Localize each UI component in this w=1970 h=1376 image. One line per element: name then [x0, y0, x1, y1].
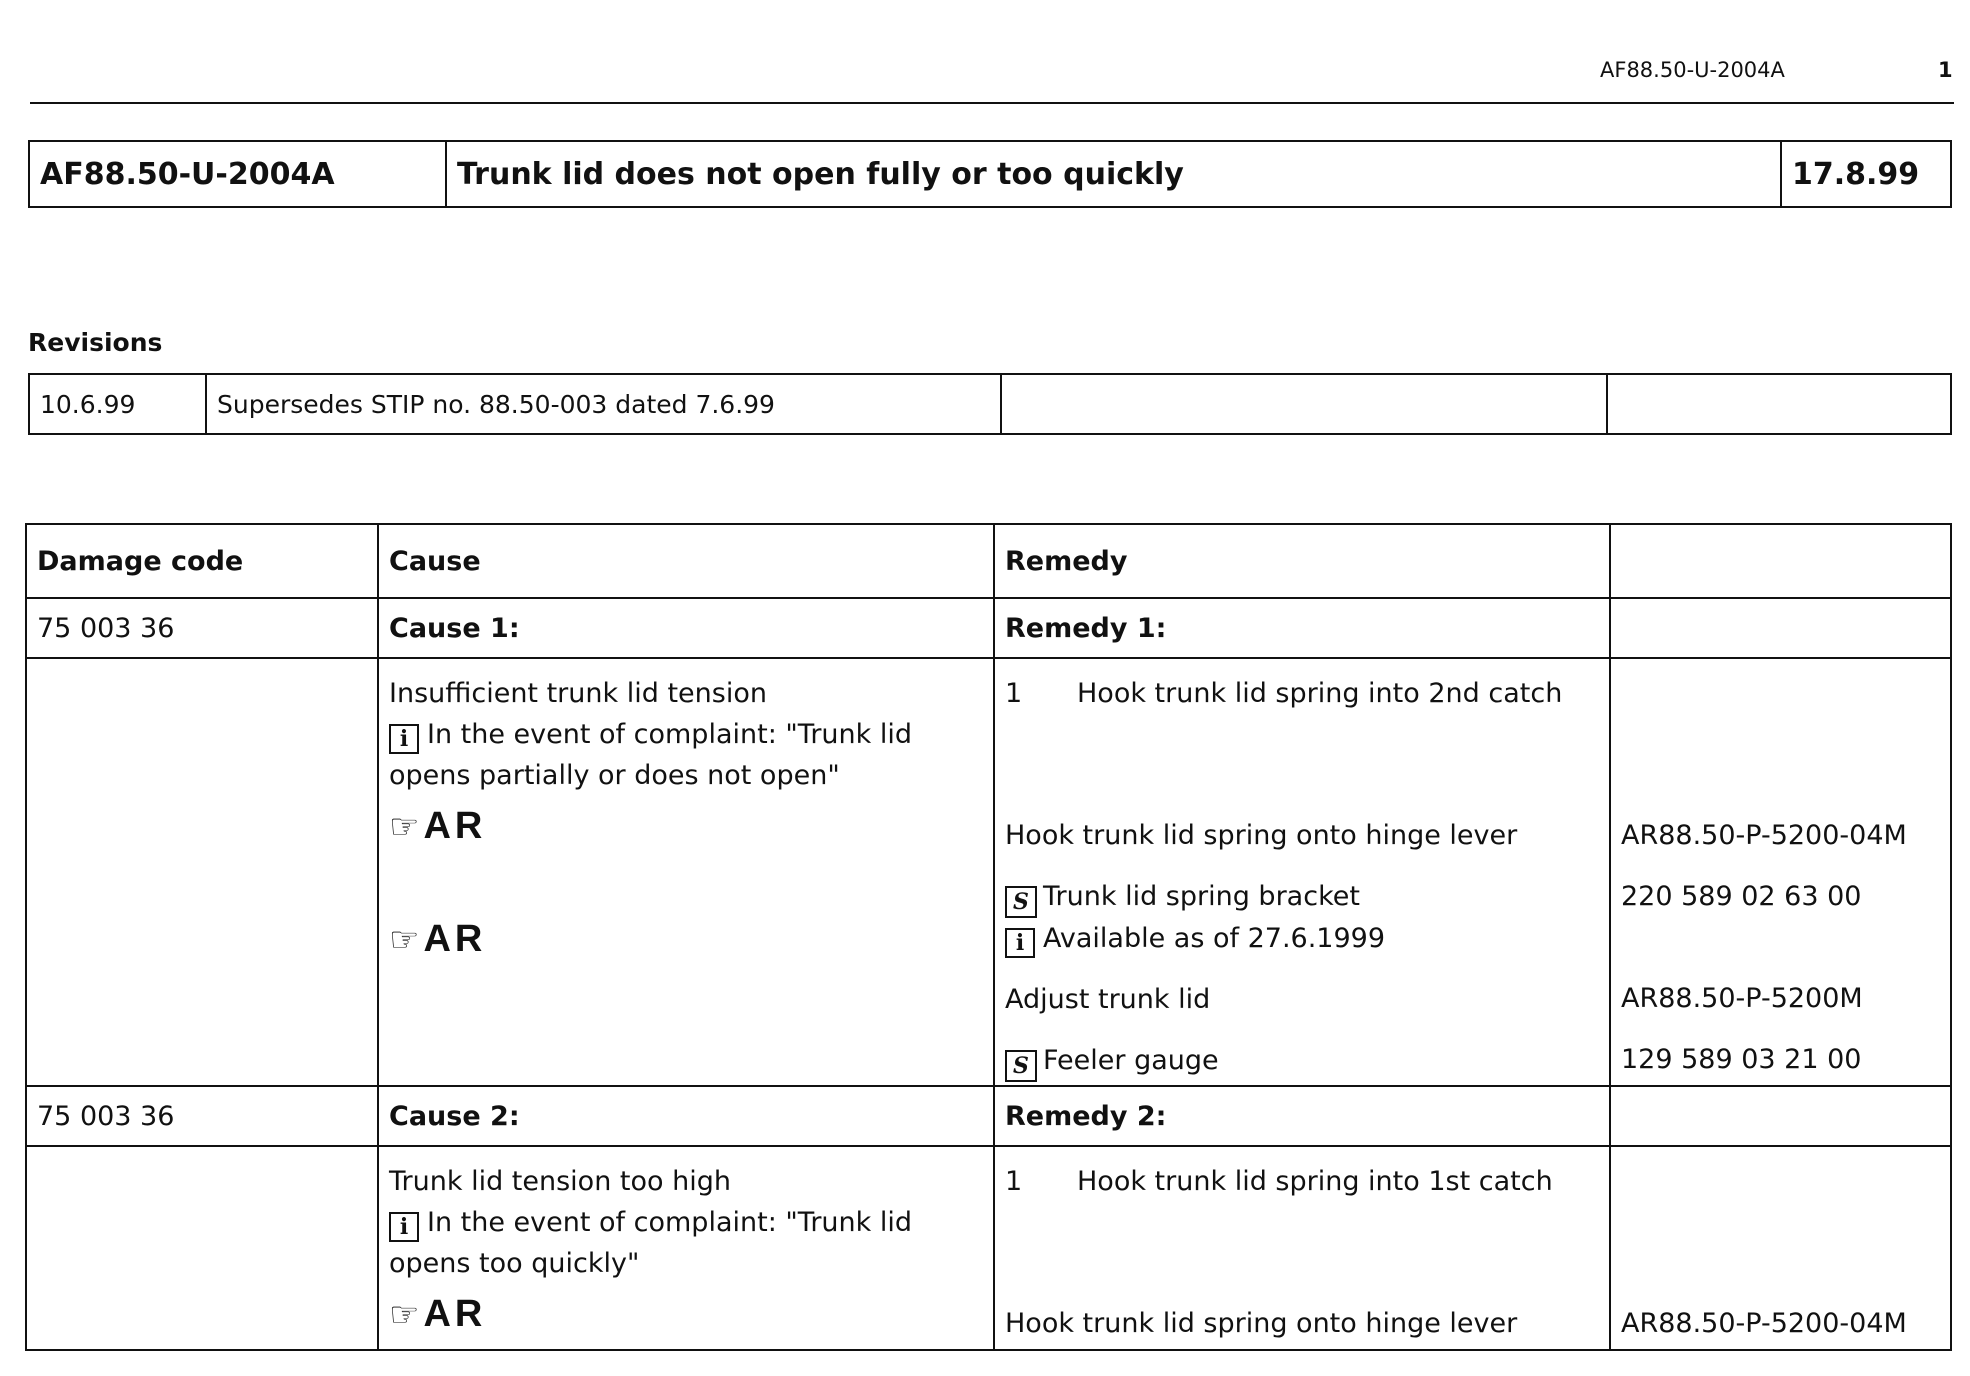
remedy-1-b-text: Adjust trunk lid [1005, 984, 1211, 1015]
cause-2-note-line2: opens too quickly" [389, 1248, 640, 1279]
remedy-2-a-text: Hook trunk lid spring onto hinge lever [1005, 1308, 1518, 1339]
remedy-1-a-text: Hook trunk lid spring onto hinge lever [1005, 820, 1518, 851]
remedy-1-tool-a-note: i Available as of 27.6.1999 [1005, 918, 1599, 959]
remedy-1-detail [994, 658, 1610, 1086]
cause-2-code-empty [26, 1146, 378, 1350]
cause-1-ar-link-b[interactable]: ☞ AR [389, 918, 487, 960]
revisions-table [28, 373, 1952, 435]
remedy-2-detail [994, 1146, 1610, 1350]
remedy-1-b-ref[interactable]: AR88.50-P-5200M [1621, 983, 1863, 1014]
header-remedy: Remedy [994, 524, 1610, 598]
special-tool-icon: S [1005, 886, 1037, 918]
cause-2-note-line1: i In the event of complaint: "Trunk lid [389, 1202, 983, 1243]
remedy-1-tool-b: S Feeler gauge [1005, 1040, 1599, 1082]
remedy-1-tool-b-ref: 129 589 03 21 00 [1621, 1044, 1862, 1075]
cause-1-detail [378, 658, 994, 1086]
cause-1-title-row [26, 598, 1951, 658]
cause-2-ref-empty [1610, 1086, 1951, 1146]
title-date: 17.8.99 [1781, 141, 1951, 207]
special-tool-icon: S [1005, 1050, 1037, 1082]
revision-text: Supersedes STIP no. 88.50-003 dated 7.6.99 [206, 374, 1001, 434]
cause-2-detail [378, 1146, 994, 1350]
remedy-2-step: 1 Hook trunk lid spring into 1st catch [1005, 1166, 1553, 1197]
cause-1-note-line1: i In the event of complaint: "Trunk lid [389, 714, 983, 755]
header-divider [30, 102, 1954, 104]
remedy-1-tool-a-ref: 220 589 02 63 00 [1621, 881, 1862, 912]
revision-empty-1 [1001, 374, 1607, 434]
title-subject: Trunk lid does not open fully or too quickly [446, 141, 1781, 207]
cause-1-code-empty [26, 658, 378, 1086]
revisions-label: Revisions [28, 328, 163, 357]
cause-1-ar-link-a[interactable]: ☞ AR [389, 805, 487, 847]
cause-2-title-row [26, 1086, 1951, 1146]
cause-2-ar-link[interactable]: ☞ AR [389, 1293, 487, 1335]
header-cause: Cause [378, 524, 994, 598]
remedy-2-label: Remedy 2: [994, 1086, 1610, 1146]
cause-1-damage-code: 75 003 36 [26, 598, 378, 658]
header-page-number: 1 [1938, 58, 1953, 82]
cause-1-detail-row [26, 658, 1951, 1086]
remedy-1-tool-a: S Trunk lid spring bracket [1005, 876, 1599, 918]
title-doc-id: AF88.50-U-2004A [29, 141, 446, 207]
header-doc-id: AF88.50-U-2004A [1600, 58, 1785, 82]
header-damage-code: Damage code [26, 524, 378, 598]
cause-2-text: Trunk lid tension too high [389, 1166, 731, 1197]
info-icon: i [389, 724, 419, 754]
remedy-2-refs [1610, 1146, 1951, 1350]
info-icon: i [1005, 928, 1035, 958]
cause-2-detail-row [26, 1146, 1951, 1350]
header-reference [1610, 524, 1951, 598]
remedy-2-a-ref[interactable]: AR88.50-P-5200-04M [1621, 1308, 1907, 1339]
pointing-hand-icon: ☞ [389, 808, 420, 846]
revision-row [29, 374, 1951, 434]
cause-1-note-line2: opens partially or does not open" [389, 760, 840, 791]
damage-table [25, 523, 1952, 1351]
cause-1-ref-empty [1610, 598, 1951, 658]
pointing-hand-icon: ☞ [389, 1296, 420, 1334]
remedy-1-step: 1 Hook trunk lid spring into 2nd catch [1005, 678, 1563, 709]
cause-1-text: Insufficient trunk lid tension [389, 678, 767, 709]
remedy-1-refs [1610, 658, 1951, 1086]
info-icon: i [389, 1212, 419, 1242]
cause-2-damage-code: 75 003 36 [26, 1086, 378, 1146]
table-header-row [26, 524, 1951, 598]
remedy-1-a-ref[interactable]: AR88.50-P-5200-04M [1621, 820, 1907, 851]
revision-date: 10.6.99 [29, 374, 206, 434]
remedy-1-label: Remedy 1: [994, 598, 1610, 658]
title-table [28, 140, 1952, 208]
cause-2-label: Cause 2: [378, 1086, 994, 1146]
revision-empty-2 [1607, 374, 1951, 434]
cause-1-label: Cause 1: [378, 598, 994, 658]
pointing-hand-icon: ☞ [389, 921, 420, 959]
